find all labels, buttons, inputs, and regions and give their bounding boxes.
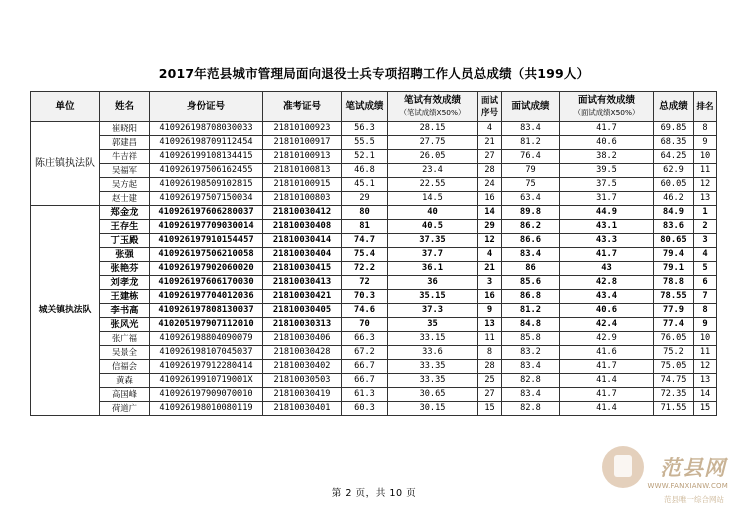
cell-written: 80 <box>342 206 388 220</box>
header-written: 笔试成绩 <box>342 92 388 122</box>
cell-written-eff: 33.35 <box>388 360 478 374</box>
watermark-title: 范县网 <box>660 455 726 480</box>
cell-interview: 84.8 <box>502 318 560 332</box>
cell-interview: 85.6 <box>502 276 560 290</box>
cell-id: 410926198509102815 <box>150 178 263 192</box>
table-row <box>31 262 717 276</box>
cell-name: 吴方起 <box>100 178 150 192</box>
cell-rank: 1 <box>694 206 717 220</box>
cell-interview-eff: 31.7 <box>560 192 654 206</box>
cell-ticket: 21810100913 <box>263 150 342 164</box>
cell-total: 69.85 <box>654 122 694 136</box>
cell-ticket: 21810030412 <box>263 206 342 220</box>
cell-written: 74.7 <box>342 234 388 248</box>
cell-name: 丁玉殿 <box>100 234 150 248</box>
table-row <box>31 332 717 346</box>
cell-written-eff: 36 <box>388 276 478 290</box>
cell-name: 刘孝龙 <box>100 276 150 290</box>
cell-interview: 83.4 <box>502 388 560 402</box>
cell-written-eff: 14.5 <box>388 192 478 206</box>
cell-name: 李书高 <box>100 304 150 318</box>
cell-name: 牛吉祥 <box>100 150 150 164</box>
cell-rank: 3 <box>694 234 717 248</box>
cell-total: 77.9 <box>654 304 694 318</box>
cell-interview: 89.8 <box>502 206 560 220</box>
table-row <box>31 122 717 136</box>
cell-name: 高国峰 <box>100 388 150 402</box>
cell-name: 吴景全 <box>100 346 150 360</box>
cell-interview: 81.2 <box>502 136 560 150</box>
cell-written: 66.3 <box>342 332 388 346</box>
cell-interview-eff: 41.6 <box>560 346 654 360</box>
cell-seq: 11 <box>478 332 502 346</box>
cell-rank: 7 <box>694 290 717 304</box>
cell-interview: 83.4 <box>502 122 560 136</box>
cell-written-eff: 22.55 <box>388 178 478 192</box>
table-row <box>31 318 717 332</box>
table-row <box>31 178 717 192</box>
cell-ticket: 21810030415 <box>263 262 342 276</box>
cell-name: 崔晓阳 <box>100 122 150 136</box>
cell-interview: 85.8 <box>502 332 560 346</box>
cell-written-eff: 23.4 <box>388 164 478 178</box>
cell-id: 410926197912280414 <box>150 360 263 374</box>
cell-seq: 4 <box>478 248 502 262</box>
cell-written: 66.7 <box>342 360 388 374</box>
cell-total: 79.1 <box>654 262 694 276</box>
cell-seq: 25 <box>478 374 502 388</box>
cell-name: 张风光 <box>100 318 150 332</box>
cell-rank: 12 <box>694 360 717 374</box>
table-row <box>31 402 717 416</box>
cell-id: 410926197902060020 <box>150 262 263 276</box>
cell-written: 67.2 <box>342 346 388 360</box>
cell-name: 郭建昌 <box>100 136 150 150</box>
cell-total: 64.25 <box>654 150 694 164</box>
table-row <box>31 290 717 304</box>
cell-interview-eff: 41.7 <box>560 248 654 262</box>
cell-interview-eff: 41.7 <box>560 122 654 136</box>
cell-id: 41092619910719001X <box>150 374 263 388</box>
cell-ticket: 21810030404 <box>263 248 342 262</box>
cell-interview-eff: 38.2 <box>560 150 654 164</box>
cell-total: 84.9 <box>654 206 694 220</box>
cell-written-eff: 40 <box>388 206 478 220</box>
table-row <box>31 248 717 262</box>
cell-total: 78.8 <box>654 276 694 290</box>
cell-name: 张强 <box>100 248 150 262</box>
cell-written: 75.4 <box>342 248 388 262</box>
cell-interview-eff: 44.9 <box>560 206 654 220</box>
cell-interview-eff: 43 <box>560 262 654 276</box>
header-seq <box>478 92 502 122</box>
cell-written-eff: 27.75 <box>388 136 478 150</box>
table-row <box>31 388 717 402</box>
cell-total: 46.2 <box>654 192 694 206</box>
cell-written: 72 <box>342 276 388 290</box>
cell-ticket: 21810030408 <box>263 220 342 234</box>
table-body <box>31 122 717 416</box>
cell-interview: 83.2 <box>502 346 560 360</box>
cell-ticket: 21810030402 <box>263 360 342 374</box>
cell-written: 29 <box>342 192 388 206</box>
cell-seq: 29 <box>478 220 502 234</box>
cell-rank: 4 <box>694 248 717 262</box>
table-row <box>31 346 717 360</box>
cell-written-eff: 37.7 <box>388 248 478 262</box>
header-interview: 面试成绩 <box>502 92 560 122</box>
table-row <box>31 150 717 164</box>
cell-seq: 3 <box>478 276 502 290</box>
cell-written-eff: 37.35 <box>388 234 478 248</box>
cell-id: 410926198804090079 <box>150 332 263 346</box>
cell-ticket: 21810100923 <box>263 122 342 136</box>
cell-interview-eff: 41.7 <box>560 360 654 374</box>
cell-rank: 6 <box>694 276 717 290</box>
cell-total: 71.55 <box>654 402 694 416</box>
unit-cell: 城关镇执法队 <box>31 206 100 416</box>
cell-interview-eff: 41.4 <box>560 402 654 416</box>
cell-interview-eff: 43.4 <box>560 290 654 304</box>
cell-seq: 21 <box>478 262 502 276</box>
cell-seq: 28 <box>478 164 502 178</box>
cell-written: 81 <box>342 220 388 234</box>
cell-seq: 16 <box>478 290 502 304</box>
cell-interview-eff: 41.4 <box>560 374 654 388</box>
cell-id: 410205197907112010 <box>150 318 263 332</box>
cell-seq: 27 <box>478 150 502 164</box>
cell-rank: 11 <box>694 164 717 178</box>
cell-seq: 4 <box>478 122 502 136</box>
cell-interview-eff: 43.3 <box>560 234 654 248</box>
cell-total: 83.6 <box>654 220 694 234</box>
cell-id: 410926198010080119 <box>150 402 263 416</box>
cell-ticket: 21810030421 <box>263 290 342 304</box>
cell-ticket: 21810030405 <box>263 304 342 318</box>
cell-seq: 28 <box>478 360 502 374</box>
cell-seq: 27 <box>478 388 502 402</box>
cell-written-eff: 33.6 <box>388 346 478 360</box>
header-interview-eff-sub: （面试成绩X50%） <box>573 107 640 117</box>
table-row <box>31 304 717 318</box>
cell-rank: 9 <box>694 136 717 150</box>
cell-written: 72.2 <box>342 262 388 276</box>
cell-written-eff: 35 <box>388 318 478 332</box>
cell-written: 70.3 <box>342 290 388 304</box>
cell-written: 74.6 <box>342 304 388 318</box>
cell-ticket: 21810030428 <box>263 346 342 360</box>
cell-rank: 15 <box>694 402 717 416</box>
header-interview-eff <box>560 92 654 122</box>
cell-interview: 86.6 <box>502 234 560 248</box>
header-written-eff <box>388 92 478 122</box>
cell-rank: 10 <box>694 150 717 164</box>
cell-ticket: 21810030401 <box>263 402 342 416</box>
cell-rank: 5 <box>694 262 717 276</box>
cell-total: 78.55 <box>654 290 694 304</box>
cell-ticket: 21810030414 <box>263 234 342 248</box>
cell-id: 410926199108134415 <box>150 150 263 164</box>
cell-seq: 15 <box>478 402 502 416</box>
cell-ticket: 21810030419 <box>263 388 342 402</box>
cell-written: 55.5 <box>342 136 388 150</box>
cell-ticket: 21810100813 <box>263 164 342 178</box>
cell-seq: 13 <box>478 318 502 332</box>
cell-id: 410926197808130037 <box>150 304 263 318</box>
cell-total: 79.4 <box>654 248 694 262</box>
cell-rank: 2 <box>694 220 717 234</box>
unit-cell: 陈庄镇执法队 <box>31 122 100 206</box>
cell-interview-eff: 42.8 <box>560 276 654 290</box>
cell-seq: 14 <box>478 206 502 220</box>
cell-interview: 86 <box>502 262 560 276</box>
cell-interview: 86.8 <box>502 290 560 304</box>
cell-id: 410926198709112454 <box>150 136 263 150</box>
cell-ticket: 21810100915 <box>263 178 342 192</box>
cell-seq: 16 <box>478 192 502 206</box>
cell-written-eff: 40.5 <box>388 220 478 234</box>
cell-name: 信福会 <box>100 360 150 374</box>
cell-ticket: 21810030413 <box>263 276 342 290</box>
cell-seq: 24 <box>478 178 502 192</box>
cell-name: 郑金龙 <box>100 206 150 220</box>
cell-written-eff: 26.05 <box>388 150 478 164</box>
cell-total: 60.05 <box>654 178 694 192</box>
cell-interview: 79 <box>502 164 560 178</box>
cell-id: 410926198107045037 <box>150 346 263 360</box>
cell-rank: 13 <box>694 192 717 206</box>
header-ticket: 准考证号 <box>263 92 342 122</box>
table-row <box>31 234 717 248</box>
cell-rank: 12 <box>694 178 717 192</box>
cell-written: 66.7 <box>342 374 388 388</box>
watermark-slogan: 范县唯一综合网站 <box>664 495 724 504</box>
cell-id: 410926197909070010 <box>150 388 263 402</box>
cell-seq: 12 <box>478 234 502 248</box>
cell-written-eff: 33.15 <box>388 332 478 346</box>
header-total: 总成绩 <box>654 92 694 122</box>
cell-written-eff: 35.15 <box>388 290 478 304</box>
header-seq-label: 面试序号 <box>480 95 498 118</box>
cell-total: 72.35 <box>654 388 694 402</box>
cell-total: 75.05 <box>654 360 694 374</box>
cell-written-eff: 30.15 <box>388 402 478 416</box>
cell-name: 王存生 <box>100 220 150 234</box>
table-row <box>31 206 717 220</box>
cell-interview-eff: 42.4 <box>560 318 654 332</box>
cell-interview-eff: 43.1 <box>560 220 654 234</box>
cell-written-eff: 30.65 <box>388 388 478 402</box>
cell-id: 410926197606170030 <box>150 276 263 290</box>
header-written-eff-label: 笔试有效成绩 <box>403 94 461 106</box>
cell-written-eff: 33.35 <box>388 374 478 388</box>
cell-interview: 83.4 <box>502 360 560 374</box>
cell-written: 70 <box>342 318 388 332</box>
cell-interview: 82.8 <box>502 374 560 388</box>
cell-interview-eff: 41.7 <box>560 388 654 402</box>
cell-ticket: 21810030406 <box>263 332 342 346</box>
cell-id: 410926197910154457 <box>150 234 263 248</box>
page-footer: 第 2 页，共 10 页 <box>331 488 417 499</box>
cell-name: 荷道广 <box>100 402 150 416</box>
cell-name: 王建栋 <box>100 290 150 304</box>
cell-written: 46.8 <box>342 164 388 178</box>
cell-interview: 81.2 <box>502 304 560 318</box>
cell-rank: 14 <box>694 388 717 402</box>
cell-rank: 11 <box>694 346 717 360</box>
cell-written-eff: 37.3 <box>388 304 478 318</box>
cell-seq: 8 <box>478 346 502 360</box>
header-rank: 排名 <box>694 92 717 122</box>
cell-ticket: 21810100917 <box>263 136 342 150</box>
cell-ticket: 21810030313 <box>263 318 342 332</box>
cell-interview-eff: 39.5 <box>560 164 654 178</box>
cell-id: 410926197506162455 <box>150 164 263 178</box>
header-unit: 单位 <box>31 92 100 122</box>
table-row <box>31 220 717 234</box>
cell-seq: 21 <box>478 136 502 150</box>
cell-id: 410926197506210058 <box>150 248 263 262</box>
cell-total: 75.2 <box>654 346 694 360</box>
cell-ticket: 21810030503 <box>263 374 342 388</box>
cell-written-eff: 36.1 <box>388 262 478 276</box>
cell-id: 410926197606280037 <box>150 206 263 220</box>
table-row <box>31 136 717 150</box>
header-written-eff-sub: （笔试成绩X50%） <box>399 107 466 117</box>
cell-name: 吴福军 <box>100 164 150 178</box>
cell-total: 77.4 <box>654 318 694 332</box>
cell-id: 410926197704012036 <box>150 290 263 304</box>
cell-rank: 13 <box>694 374 717 388</box>
cell-rank: 8 <box>694 122 717 136</box>
header-interview-eff-label: 面试有效成绩 <box>577 94 635 106</box>
page-title: 2017年范县城市管理局面向退役士兵专项招聘工作人员总成绩（共199人） <box>158 66 590 81</box>
cell-rank: 9 <box>694 318 717 332</box>
cell-id: 410926197507150034 <box>150 192 263 206</box>
cell-interview: 83.4 <box>502 248 560 262</box>
cell-interview-eff: 40.6 <box>560 136 654 150</box>
cell-interview-eff: 37.5 <box>560 178 654 192</box>
cell-written: 52.1 <box>342 150 388 164</box>
cell-interview: 75 <box>502 178 560 192</box>
cell-id: 410926197709030014 <box>150 220 263 234</box>
table-row <box>31 374 717 388</box>
cell-name: 张艳芬 <box>100 262 150 276</box>
cell-ticket: 21810100803 <box>263 192 342 206</box>
cell-name: 张广福 <box>100 332 150 346</box>
cell-total: 80.65 <box>654 234 694 248</box>
cell-interview: 76.4 <box>502 150 560 164</box>
score-table <box>30 91 717 416</box>
cell-interview: 86.2 <box>502 220 560 234</box>
header-id: 身份证号 <box>150 92 263 122</box>
cell-total: 76.05 <box>654 332 694 346</box>
cell-interview: 82.8 <box>502 402 560 416</box>
cell-seq: 9 <box>478 304 502 318</box>
cell-interview: 63.4 <box>502 192 560 206</box>
watermark-url: WWW.FANXIANW.COM <box>647 482 728 490</box>
header-name: 姓名 <box>100 92 150 122</box>
cell-name: 黄森 <box>100 374 150 388</box>
cell-written: 45.1 <box>342 178 388 192</box>
table-row <box>31 192 717 206</box>
cell-total: 74.75 <box>654 374 694 388</box>
table-header-row <box>31 92 717 122</box>
cell-written: 56.3 <box>342 122 388 136</box>
table-row <box>31 164 717 178</box>
table-row <box>31 360 717 374</box>
cell-written: 61.3 <box>342 388 388 402</box>
cell-total: 68.35 <box>654 136 694 150</box>
cell-rank: 8 <box>694 304 717 318</box>
cell-rank: 10 <box>694 332 717 346</box>
cell-interview-eff: 40.6 <box>560 304 654 318</box>
cell-written-eff: 28.15 <box>388 122 478 136</box>
cell-name: 赵士建 <box>100 192 150 206</box>
cell-total: 62.9 <box>654 164 694 178</box>
table-row <box>31 276 717 290</box>
cell-interview-eff: 42.9 <box>560 332 654 346</box>
cell-written: 60.3 <box>342 402 388 416</box>
cell-id: 410926198708030033 <box>150 122 263 136</box>
watermark-logo-inner <box>614 455 632 477</box>
